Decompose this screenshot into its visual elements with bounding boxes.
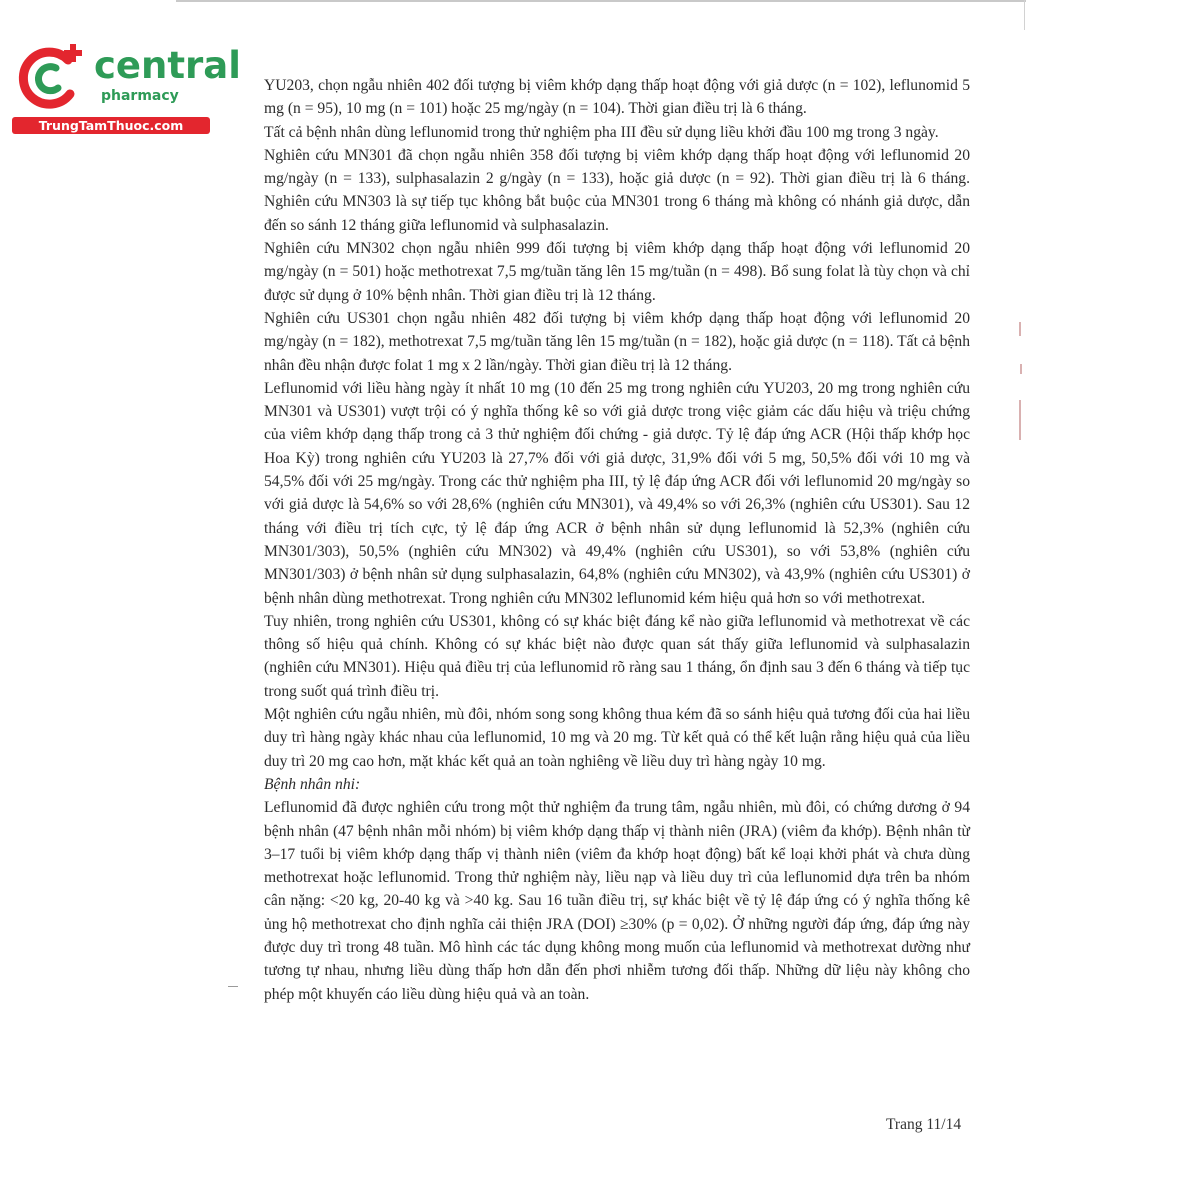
margin-mark <box>1019 400 1021 440</box>
paragraph: Tuy nhiên, trong nghiên cứu US301, không có sự khác biệt đáng kể nào giữa leflunomid và methotrexat về các thông số hiệu quả chính. Không có sự khác biệt nào được quan sát thấy giữa leflunomid và sulphasalazin (nghiên cứu MN301). Hiệu quả điều trị của leflunomid rõ ràng sau 1 tháng, ổn định sau 3 đến 6 tháng và tiếp tục trong suốt quá trình điều trị. <box>264 612 970 700</box>
logo-site-banner: TrungTamThuoc.com <box>12 117 210 134</box>
logo-subtitle: pharmacy <box>101 88 179 104</box>
central-pharmacy-logo[interactable] <box>12 38 241 138</box>
logo-name: central <box>94 44 241 87</box>
paragraph: Nghiên cứu US301 chọn ngẫu nhiên 482 đối tượng bị viêm khớp dạng thấp hoạt động với leflunomid 20 mg/ngày (n = 182), methotrexat 7,5 mg/tuần tăng lên 15 mg/tuần (n = 182), hoặc giả dược (n = 118). Tất cả bệnh nhân đều nhận được folat 1 mg x 2 lần/ngày. Thời gian điều trị là 12 tháng. <box>264 309 970 374</box>
section-subheading: Bệnh nhân nhi: <box>264 775 361 793</box>
pharmacy-cross-c-icon <box>12 38 90 116</box>
paragraph: Leflunomid với liều hàng ngày ít nhất 10 mg (10 đến 25 mg trong nghiên cứu YU203, 20 mg trong nghiên cứu MN301 và US301) vượt trội có ý nghĩa thống kê so với giả dược trong việc giảm các dấu hiệu và triệu chứng của viêm khớp dạng thấp trong cả 3 thử nghiệm đối chứng - giả dược. Tỷ lệ đáp ứng ACR (Hội thấp khớp học Hoa Kỳ) trong nghiên cứu YU203 là 27,7% đối với giả dược, 31,9% đối với 5 mg, 50,5% đối với 10 mg và 54,5% đối với 25 mg/ngày. Trong các thử nghiệm pha III, tỷ lệ đáp ứng ACR đối với leflunomid 20 mg/ngày so với giả dược là 54,6% so với 28,6% (nghiên cứu MN301), và 49,4% so với 26,3% (nghiên cứu US301). Sau 12 tháng với điều trị tích cực, tỷ lệ đáp ứng ACR ở bệnh nhân sử dụng leflunomid là 52,3% (nghiên cứu MN301/303), 50,5% (nghiên cứu MN302) và 49,4% (nghiên cứu US301), so với 53,8% (nghiên cứu MN301/303) ở bệnh nhân sử dụng sulphasalazin, 64,8% (nghiên cứu MN302), và 43,9% (nghiên cứu US301) ở bệnh nhân dùng methotrexat. Trong nghiên cứu MN302 leflunomid kém hiệu quả hơn so với methotrexat. <box>264 379 970 607</box>
scan-top-edge <box>176 0 1026 2</box>
paragraph-pediatric: Leflunomid đã được nghiên cứu trong một thử nghiệm đa trung tâm, ngẫu nhiên, mù đôi, có chứng dương ở 94 bệnh nhân (47 bệnh nhân mỗi nhóm) bị viêm khớp dạng thấp vị thành niên (JRA) (viêm đa khớp). Bệnh nhân từ 3–17 tuổi bị viêm khớp dạng thấp vị thành niên (viêm đa khớp hoạt động) bất kể loại khởi phát và chưa dùng methotrexat hoặc leflunomid. Trong thử nghiệm này, liều nạp và liều duy trì của leflunomid dựa trên ba nhóm cân nặng: <20 kg, 20-40 kg và >40 kg. Sau 16 tuần điều trị, sự khác biệt về tỷ lệ đáp ứng có ý nghĩa thống kê ủng hộ methotrexat cho định nghĩa cải thiện JRA (DOI) ≥30% (p = 0,02). Ở những người đáp ứng, đáp ứng này được duy trì trong 48 tuần. Mô hình các tác dụng không mong muốn của leflunomid và methotrexat dường như tương tự nhau, nhưng liều dùng thấp hơn dẫn đến phơi nhiễm tương đối thấp. Những dữ liệu này không cho phép một khuyến cáo liều dùng hiệu quả và an toàn. <box>264 799 970 1003</box>
paragraph: Một nghiên cứu ngẫu nhiên, mù đôi, nhóm song song không thua kém đã so sánh hiệu quả tương đối của hai liều duy trì hàng ngày khác nhau của leflunomid, 10 mg và 20 mg. Từ kết quả có thể kết luận rằng hiệu quả của liều duy trì 20 mg cao hơn, mặt khác kết quả an toàn nghiêng về liều duy trì hàng ngày 10 mg. <box>264 706 970 770</box>
margin-mark <box>1020 364 1022 374</box>
paragraph: Nghiên cứu MN302 chọn ngẫu nhiên 999 đối tượng bị viêm khớp dạng thấp hoạt động với leflunomid 20 mg/ngày (n = 501) hoặc methotrexat 7,5 mg/tuần tăng lên 15 mg/tuần (n = 498). Bổ sung folat là tùy chọn và chỉ được sử dụng ở 10% bệnh nhân. Thời gian điều trị là 12 tháng. <box>264 240 970 304</box>
margin-mark <box>1019 322 1021 336</box>
paragraph: YU203, chọn ngẫu nhiên 402 đối tượng bị viêm khớp dạng thấp hoạt động với giả dược (n = 102), leflunomid 5 mg (n = 95), 10 mg (n = 101) hoặc 25 mg/ngày (n = 104). Thời gian điều trị là 6 tháng. <box>264 77 970 118</box>
paragraph: Nghiên cứu MN301 đã chọn ngẫu nhiên 358 đối tượng bị viêm khớp dạng thấp hoạt động với leflunomid 20 mg/ngày (n = 133), sulphasalazin 2 g/ngày (n = 133), hoặc giả dược (n = 92). Thời gian điều trị là 6 tháng. Nghiên cứu MN303 là sự tiếp tục không bắt buộc của MN301 trong 6 tháng mà không có nhánh giả dược, dẫn đến so sánh 12 tháng giữa leflunomid và sulphasalazin. <box>264 146 970 234</box>
paragraph: Tất cả bệnh nhân dùng leflunomid trong thử nghiệm pha III đều sử dụng liều khởi đầu 100 mg trong 3 ngày. <box>264 123 939 141</box>
document-body <box>264 74 970 1006</box>
scan-right-edge <box>1024 0 1025 30</box>
scan-dash-mark <box>228 986 238 987</box>
page-number: Trang 11/14 <box>886 1116 962 1133</box>
